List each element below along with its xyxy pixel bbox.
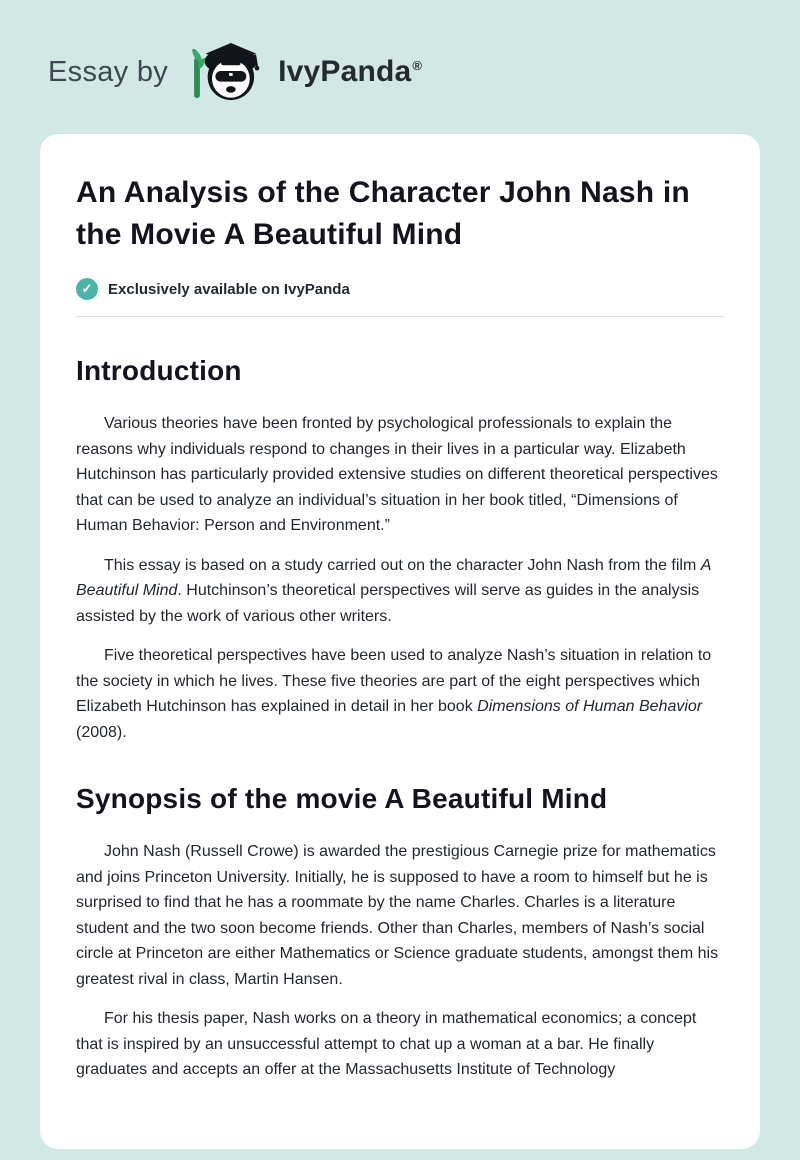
section-heading: Synopsis of the movie A Beautiful Mind [76,783,608,814]
paragraph: For his thesis paper, Nash works on a theory in mathematical economics; a concept that is inspired by an unsuccessful attempt to chat up a woman at a bar. He finally graduates and accepts an offer at the Massachusetts Institute of Technology [76,1010,697,1078]
paragraph: John Nash (Russell Crowe) is awarded the prestigious Carnegie prize for mathematics and joins Princeton University. Initially, he is supposed to have a room to himself but he is surprised to find that he has a roommate by the name Charles. Charles is a literature student and the two soon become friends. Other than Charles, members of Nash’s social circle at Princeton are either Mathematics or Science graduate students, amongst them his greatest rival in class, Martin Hansen. [76,843,719,988]
paragraph: Various theories have been fronted by psychological professionals to explain the reasons why individuals respond to changes in their lives in a particular way. Elizabeth Hutchinson has particularly provided extensive studies on different theoretical perspectives that can be used to analyze an individual’s situation in her book titled, “Dimensions of Human Behavior: Person and Environment.” [76,415,718,534]
article-sections [76,355,724,1083]
check-icon: ✓ [76,278,98,300]
essay-card [40,134,760,1149]
registered-mark: ® [412,58,423,73]
paragraph: This essay is based on a study carried out on the character John Nash from the film A Beautiful Mind. Hutchinson’s theoretical perspectives will serve as guides in the analysis assisted by the work of various other writers. [76,556,711,625]
section-heading: Introduction [76,355,242,386]
essay-title: An Analysis of the Character John Nash in the Movie A Beautiful Mind [76,176,690,251]
availability-label: Exclusively available on IvyPanda [108,280,350,298]
paragraph: Five theoretical perspectives have been used to analyze Nash’s situation in relation to the society in which he lives. These five theories are part of the eight perspectives which Elizabeth Hutchinson has explained in detail in her book Dimensions of Human Behavior (2008). [76,647,712,741]
divider [76,316,724,317]
brand-name [278,55,422,89]
availability-badge [76,278,724,300]
essay-by-label: Essay by [48,55,169,88]
ivypanda-panda-logo-icon [190,42,264,102]
brand-text: IvyPanda [278,55,412,88]
header [0,0,800,104]
